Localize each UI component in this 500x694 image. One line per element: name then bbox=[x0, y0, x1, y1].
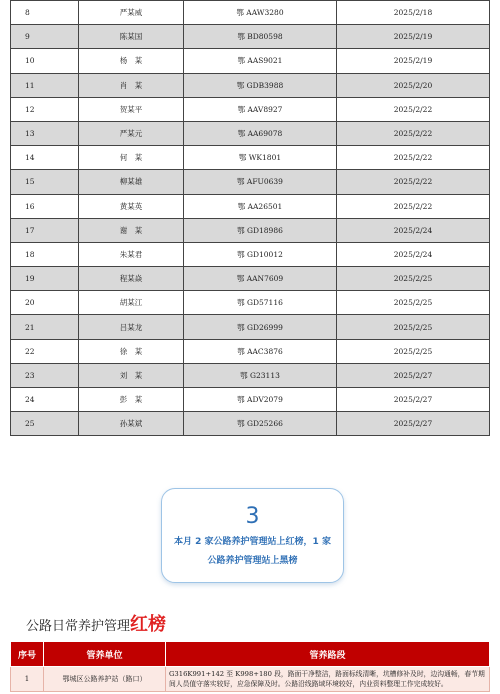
header-section: 管养路段 bbox=[166, 642, 490, 667]
row-name: 徐 某 bbox=[79, 339, 184, 363]
summary-text-line2: 公路养护管理站上黑榜 bbox=[207, 556, 298, 566]
row-index: 14 bbox=[11, 146, 79, 170]
table-row bbox=[11, 363, 490, 387]
row-index: 24 bbox=[11, 388, 79, 412]
section-title-red: 红榜 bbox=[130, 614, 167, 635]
row-date: 2025/2/27 bbox=[337, 388, 490, 412]
row-date: 2025/2/22 bbox=[337, 121, 490, 145]
table-row bbox=[11, 339, 490, 363]
row-name: 陈某国 bbox=[79, 25, 184, 49]
table-row bbox=[11, 218, 490, 242]
row-plate: 鄂 AAS9021 bbox=[184, 49, 337, 73]
row-index: 10 bbox=[11, 49, 79, 73]
row-name: 严某威 bbox=[79, 1, 184, 25]
row-index: 16 bbox=[11, 194, 79, 218]
table-row bbox=[11, 388, 490, 412]
row-date: 2025/2/20 bbox=[337, 73, 490, 97]
row-date: 2025/2/19 bbox=[337, 25, 490, 49]
row-name: 胡某江 bbox=[79, 291, 184, 315]
row-plate: 鄂 AAC3876 bbox=[184, 339, 337, 363]
row-date: 2025/2/24 bbox=[337, 218, 490, 242]
row-name: 柳某雄 bbox=[79, 170, 184, 194]
row-index: 23 bbox=[11, 363, 79, 387]
section-title-plain: 公路日常养护管理 bbox=[26, 619, 131, 634]
row-date: 2025/2/22 bbox=[337, 170, 490, 194]
table-row bbox=[11, 97, 490, 121]
table-row bbox=[11, 1, 490, 25]
row-plate: 鄂 GD26999 bbox=[184, 315, 337, 339]
row-plate: 鄂 G23113 bbox=[184, 363, 337, 387]
summary-number: 3 bbox=[245, 504, 260, 529]
row-index: 21 bbox=[11, 315, 79, 339]
row-index: 15 bbox=[11, 170, 79, 194]
red-row-unit: 鄂城区公路养护站（路口） bbox=[44, 667, 166, 692]
row-index: 8 bbox=[11, 1, 79, 25]
row-name: 朱某君 bbox=[79, 242, 184, 266]
table-row bbox=[11, 121, 490, 145]
red-table-header-row bbox=[11, 642, 490, 667]
summary-text-line1: 本月 2 家公路养护管理站上红榜，1 家 bbox=[174, 537, 331, 547]
table-row bbox=[11, 49, 490, 73]
plate-table bbox=[10, 0, 490, 436]
row-plate: 鄂 AAN7609 bbox=[184, 267, 337, 291]
row-date: 2025/2/27 bbox=[337, 363, 490, 387]
row-name: 孙某斌 bbox=[79, 412, 184, 436]
table-row bbox=[11, 170, 490, 194]
row-plate: 鄂 AA69078 bbox=[184, 121, 337, 145]
table-row bbox=[11, 291, 490, 315]
row-index: 11 bbox=[11, 73, 79, 97]
row-plate: 鄂 AAV8927 bbox=[184, 97, 337, 121]
table-row bbox=[11, 194, 490, 218]
row-plate: 鄂 GD10012 bbox=[184, 242, 337, 266]
row-name: 黄某英 bbox=[79, 194, 184, 218]
row-plate: 鄂 WK1801 bbox=[184, 146, 337, 170]
table-row bbox=[11, 25, 490, 49]
row-plate: 鄂 ADV2079 bbox=[184, 388, 337, 412]
row-name: 谢 某 bbox=[79, 218, 184, 242]
row-date: 2025/2/25 bbox=[337, 291, 490, 315]
row-index: 25 bbox=[11, 412, 79, 436]
table-row bbox=[11, 315, 490, 339]
row-index: 9 bbox=[11, 25, 79, 49]
row-index: 18 bbox=[11, 242, 79, 266]
row-index: 12 bbox=[11, 97, 79, 121]
row-date: 2025/2/25 bbox=[337, 339, 490, 363]
header-index: 序号 bbox=[11, 642, 44, 667]
row-name: 吕某龙 bbox=[79, 315, 184, 339]
red-table-row bbox=[11, 667, 490, 692]
row-plate: 鄂 GD57116 bbox=[184, 291, 337, 315]
table-row bbox=[11, 267, 490, 291]
row-name: 贺某平 bbox=[79, 97, 184, 121]
row-date: 2025/2/25 bbox=[337, 267, 490, 291]
red-row-description: G316K991+142 至 K998+180 段，路面干净整洁，路面标线清晰，坑槽修补及时，边沟通畅，春节期间人员值守落实较好，应急保障及时。公路沿线路域环境较好，内业资料整理工作完成较好。 bbox=[166, 667, 490, 692]
row-plate: 鄂 BD80598 bbox=[184, 25, 337, 49]
summary-callout bbox=[161, 488, 344, 583]
row-name: 肖 某 bbox=[79, 73, 184, 97]
table-row bbox=[11, 412, 490, 436]
row-plate: 鄂 GDB3988 bbox=[184, 73, 337, 97]
row-index: 20 bbox=[11, 291, 79, 315]
table-row bbox=[11, 146, 490, 170]
row-name: 彭 某 bbox=[79, 388, 184, 412]
row-name: 严某元 bbox=[79, 121, 184, 145]
row-date: 2025/2/18 bbox=[337, 1, 490, 25]
red-list-table bbox=[10, 641, 490, 692]
row-index: 19 bbox=[11, 267, 79, 291]
row-date: 2025/2/24 bbox=[337, 242, 490, 266]
row-index: 13 bbox=[11, 121, 79, 145]
row-index: 22 bbox=[11, 339, 79, 363]
row-plate: 鄂 AFU0639 bbox=[184, 170, 337, 194]
row-plate: 鄂 AA26501 bbox=[184, 194, 337, 218]
row-plate: 鄂 AAW3280 bbox=[184, 1, 337, 25]
table-row bbox=[11, 73, 490, 97]
plate-table-body bbox=[11, 1, 490, 436]
row-name: 杨 某 bbox=[79, 49, 184, 73]
section-title bbox=[26, 614, 166, 638]
row-name: 程某焱 bbox=[79, 267, 184, 291]
row-date: 2025/2/19 bbox=[337, 49, 490, 73]
row-date: 2025/2/25 bbox=[337, 315, 490, 339]
row-date: 2025/2/22 bbox=[337, 194, 490, 218]
row-date: 2025/2/22 bbox=[337, 146, 490, 170]
row-name: 何 某 bbox=[79, 146, 184, 170]
row-date: 2025/2/27 bbox=[337, 412, 490, 436]
table-row bbox=[11, 242, 490, 266]
red-row-index: 1 bbox=[11, 667, 44, 692]
row-plate: 鄂 GD25266 bbox=[184, 412, 337, 436]
row-date: 2025/2/22 bbox=[337, 97, 490, 121]
row-plate: 鄂 GD18986 bbox=[184, 218, 337, 242]
header-unit: 管养单位 bbox=[44, 642, 166, 667]
row-name: 刘 某 bbox=[79, 363, 184, 387]
row-index: 17 bbox=[11, 218, 79, 242]
